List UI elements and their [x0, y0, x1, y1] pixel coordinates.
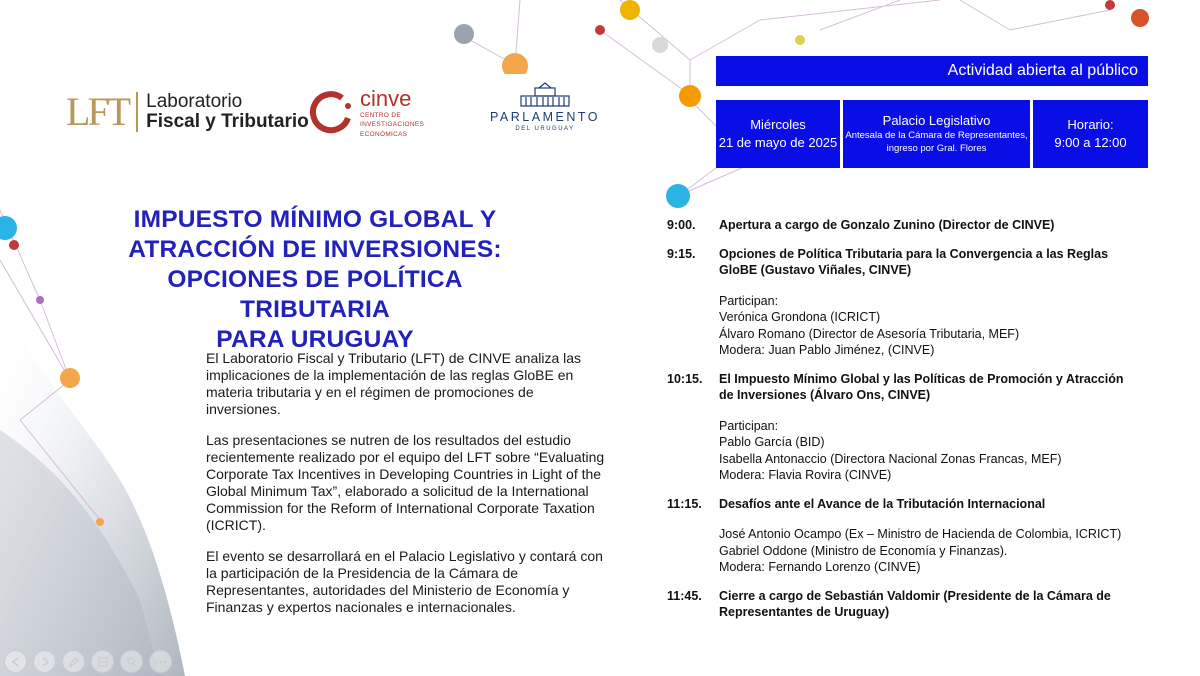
agenda-title: Apertura a cargo de Gonzalo Zunino (Director de CINVE) [719, 218, 1055, 232]
agenda-content [719, 217, 1137, 234]
agenda-item [667, 496, 1137, 576]
agenda-time: 11:15. [667, 496, 702, 511]
palacio-icon [517, 82, 573, 108]
participants-line: Modera: Juan Pablo Jiménez, (CINVE) [719, 343, 935, 357]
venue-box [843, 100, 1030, 168]
more-icon [155, 660, 167, 664]
pen-button[interactable] [62, 650, 85, 673]
slide-toolbar [4, 650, 172, 673]
event-title [90, 205, 540, 355]
parlamento-logo [482, 74, 608, 148]
lft-wordmark [136, 92, 309, 132]
agenda-time: 11:45. [667, 588, 702, 603]
schedule-label: Horario: [1067, 117, 1114, 133]
agenda [667, 217, 1137, 633]
participants-line: Álvaro Romano (Director de Asesoría Tributaria, MEF) [719, 326, 1020, 341]
participants-line: Modera: Fernando Lorenzo (CINVE) [719, 560, 921, 574]
schedule-value: 9:00 a 12:00 [1054, 135, 1127, 150]
participants-line: Participan: [719, 418, 779, 433]
title-line-1: IMPUESTO MÍNIMO GLOBAL Y [133, 206, 497, 233]
description-paragraph-1: El Laboratorio Fiscal y Tributario (LFT) de CINVE analiza las implicaciones de la implementación de las reglas GloBE en materia tributaria y en el régimen de promociones de inversiones. [206, 350, 582, 417]
schedule-box [1033, 100, 1148, 168]
cinve-logo [308, 88, 424, 138]
event-day: Miércoles [750, 117, 806, 133]
date-box [716, 100, 840, 168]
agenda-item [667, 371, 1137, 484]
zoom-button[interactable] [120, 650, 143, 673]
agenda-time: 9:00. [667, 218, 696, 232]
participants-line: Verónica Grondona (ICRICT) [719, 310, 881, 324]
participants-line: Modera: Flavia Rovira (CINVE) [719, 468, 892, 482]
parlamento-name: PARLAMENTO [490, 110, 600, 124]
cinve-mark-icon [308, 90, 354, 136]
agenda-participants [719, 293, 1137, 359]
participants-line: José Antonio Ocampo (Ex – Ministro de Hacienda de Colombia, ICRICT) [719, 527, 1122, 541]
agenda-time: 10:15. [667, 371, 703, 386]
pen-icon [69, 657, 79, 667]
title-line-4: PARA URUGUAY [216, 326, 414, 353]
lft-line2: Fiscal y Tributario [146, 111, 309, 132]
venue-detail-2: ingreso por Gral. Flores [886, 142, 987, 154]
lft-line1: Laboratorio [146, 91, 243, 113]
agenda-content [719, 371, 1137, 484]
slides-button[interactable] [91, 650, 114, 673]
participants-line: Pablo García (BID) [719, 435, 825, 449]
agenda-participants [719, 526, 1137, 576]
title-line-3: OPCIONES DE POLÍTICA TRIBUTARIA [167, 266, 463, 323]
public-activity-banner: Actividad abierta al público [716, 56, 1148, 86]
agenda-title: Opciones de Política Tributaria para la Convergencia a las Reglas GloBE (Gustavo Viñales, CINVE) [719, 246, 1109, 277]
cinve-sub-3: ECONÓMICAS [360, 130, 408, 138]
agenda-item [667, 217, 1137, 234]
participants-line: Isabella Antonaccio (Directora Nacional Zonas Francas, MEF) [719, 451, 1062, 466]
venue-name: Palacio Legislativo [882, 113, 991, 129]
agenda-content [719, 588, 1137, 621]
previous-button[interactable] [4, 650, 27, 673]
venue-detail-1: Antesala de la Cámara de Representantes, [845, 129, 1028, 141]
event-description [206, 350, 608, 630]
agenda-participants [719, 418, 1137, 484]
cinve-name: cinve [360, 86, 412, 111]
agenda-content [719, 496, 1137, 576]
slides-icon [98, 657, 108, 667]
description-paragraph-2: Las presentaciones se nutren de los resultados del estudio recientemente realizado por el equipo del LFT sobre “Evaluating Corporate Tax Incentives in Developing Countries in Light of the Global Minimum Tax”, elaborado a solicitud de la International Commission for the Reform of International Corporate Taxation (ICRICT). [206, 432, 605, 533]
cinve-wordmark [360, 88, 424, 138]
agenda-item [667, 588, 1137, 621]
agenda-item [667, 246, 1137, 359]
agenda-time: 9:15. [667, 246, 696, 261]
event-date: 21 de mayo de 2025 [718, 135, 838, 150]
participants-line: Participan: [719, 293, 779, 308]
zoom-icon [127, 657, 137, 667]
cinve-sub-2: INVESTIGACIONES [360, 121, 425, 129]
parlamento-sub: DEL URUGUAY [515, 126, 575, 132]
next-icon [40, 657, 50, 667]
more-button[interactable] [149, 650, 172, 673]
agenda-content [719, 246, 1137, 359]
next-button[interactable] [33, 650, 56, 673]
agenda-title: Desafíos ante el Avance de la Tributación Internacional [719, 496, 1046, 511]
agenda-title: El Impuesto Mínimo Global y las Políticas de Promoción y Atracción de Inversiones (Álvaro Ons, CINVE) [719, 371, 1124, 402]
agenda-title: Cierre a cargo de Sebastián Valdomir (Presidente de la Cámara de Representantes de Uruguay) [719, 588, 1111, 619]
cinve-sub-1: CENTRO DE [360, 112, 401, 119]
previous-icon [11, 657, 21, 667]
title-line-2: ATRACCIÓN DE INVERSIONES: [128, 236, 502, 263]
lft-mark: LFT [66, 89, 129, 134]
description-paragraph-3: El evento se desarrollará en el Palacio Legislativo y contará con la participación de la Presidencia de la Cámara de Representantes, autoridades del Ministerio de Economía y Finanzas y expertos nacionales e internacionales. [206, 548, 603, 615]
participants-line: Gabriel Oddone (Ministro de Economía y Finanzas). [719, 543, 1008, 558]
lft-logo [66, 89, 309, 134]
